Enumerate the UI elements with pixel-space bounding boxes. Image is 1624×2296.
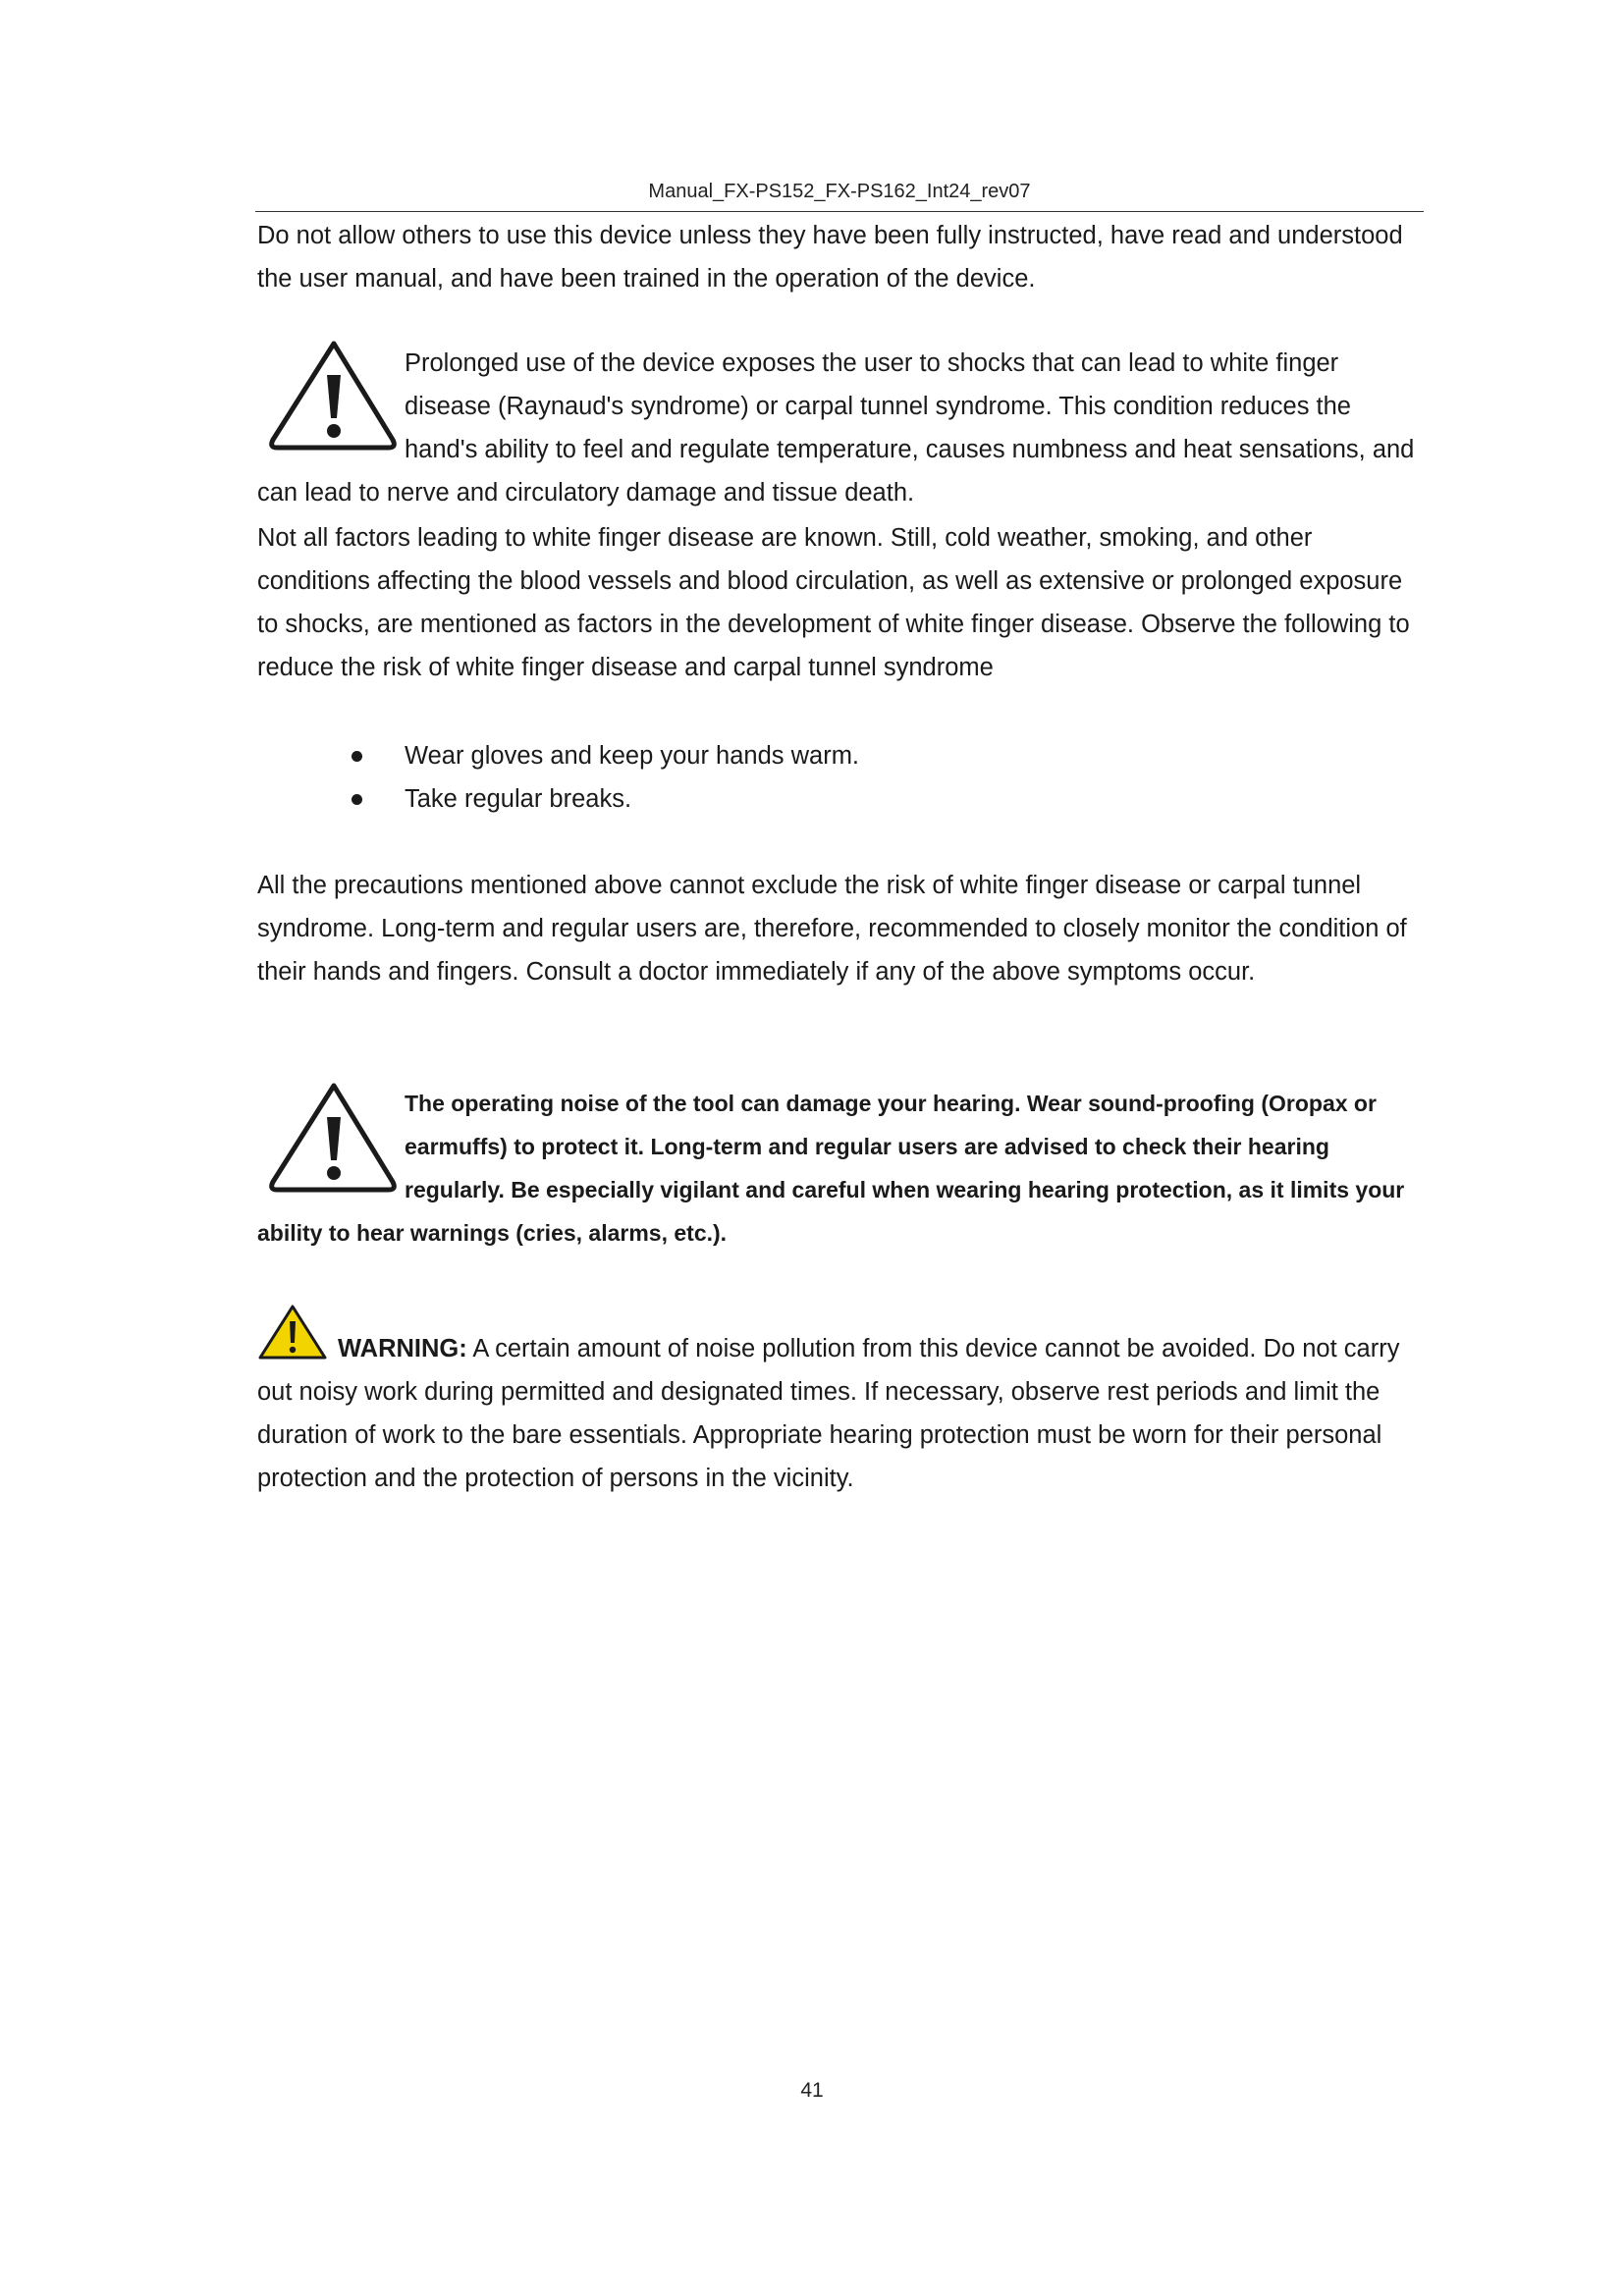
- caution-paragraph-shocks: [257, 342, 1426, 514]
- header-divider: [255, 211, 1424, 212]
- list-item: [257, 777, 1426, 821]
- caution-text-noise: The operating noise of the tool can damage your hearing. Wear sound-proofing (Oropax or earmuffs) to protect it. Long-term and regular users are advised to check their hearing regularly. Be especially vigilant and careful when wearing hearing protection, as it limits your ability to hear warnings (cries, alarms, etc.).: [257, 1091, 1405, 1246]
- precautions-paragraph: All the precautions mentioned above cannot exclude the risk of white finger disease or carpal tunnel syndrome. Long-term and regular users are, therefore, recommended to closely monitor the condition of their hands and fingers. Consult a doctor immediately if any of the above symptoms occur.: [257, 872, 1407, 986]
- precaution-bullet-list: [257, 734, 1426, 821]
- caution-text-shocks: Prolonged use of the device exposes the user to shocks that can lead to white finger disease (Raynaud's syndrome) or carpal tunnel syndrome. This condition reduces the hand's ability to feel and regulate temperature, causes numbness and heat sensations, and can lead to nerve and circulatory damage and tissue death.: [257, 349, 1415, 507]
- yellow-warning-icon: [257, 1304, 328, 1361]
- page-number: 41: [800, 2079, 824, 2102]
- intro-paragraph: Do not allow others to use this device unless they have been fully instructed, have read and understood the user manual, and have been trained in the operation of the device.: [257, 222, 1403, 293]
- caution-triangle-icon: [257, 1080, 405, 1209]
- bullet-text: Take regular breaks.: [405, 785, 632, 813]
- factors-paragraph: Not all factors leading to white finger disease are known. Still, cold weather, smoking, and other conditions affecting the blood vessels and blood circulation, as well as extensive or prolonged exposure to shocks, are mentioned as factors in the development of white finger disease. Observe the following to reduce the risk of white finger disease and carpal tunnel syndrome: [257, 524, 1410, 681]
- bullet-icon: [352, 751, 362, 762]
- page-header: Manual_FX-PS152_FX-PS162_Int24_rev07: [648, 181, 1031, 202]
- list-item: [257, 734, 1426, 777]
- warning-label: WARNING:: [338, 1335, 467, 1362]
- caution-triangle-icon: [257, 338, 405, 467]
- bullet-icon: [352, 794, 362, 805]
- caution-paragraph-noise: [257, 1082, 1426, 1255]
- bullet-text: Wear gloves and keep your hands warm.: [405, 742, 860, 770]
- warning-paragraph: [257, 1304, 1426, 1500]
- warning-text: A certain amount of noise pollution from this device cannot be avoided. Do not carry out noisy work during permitted and designated times. If necessary, observe rest periods and limit the duration of work to the bare essentials. Appropriate hearing protection must be worn for their personal protection and the protection of persons in the vicinity.: [257, 1335, 1400, 1492]
